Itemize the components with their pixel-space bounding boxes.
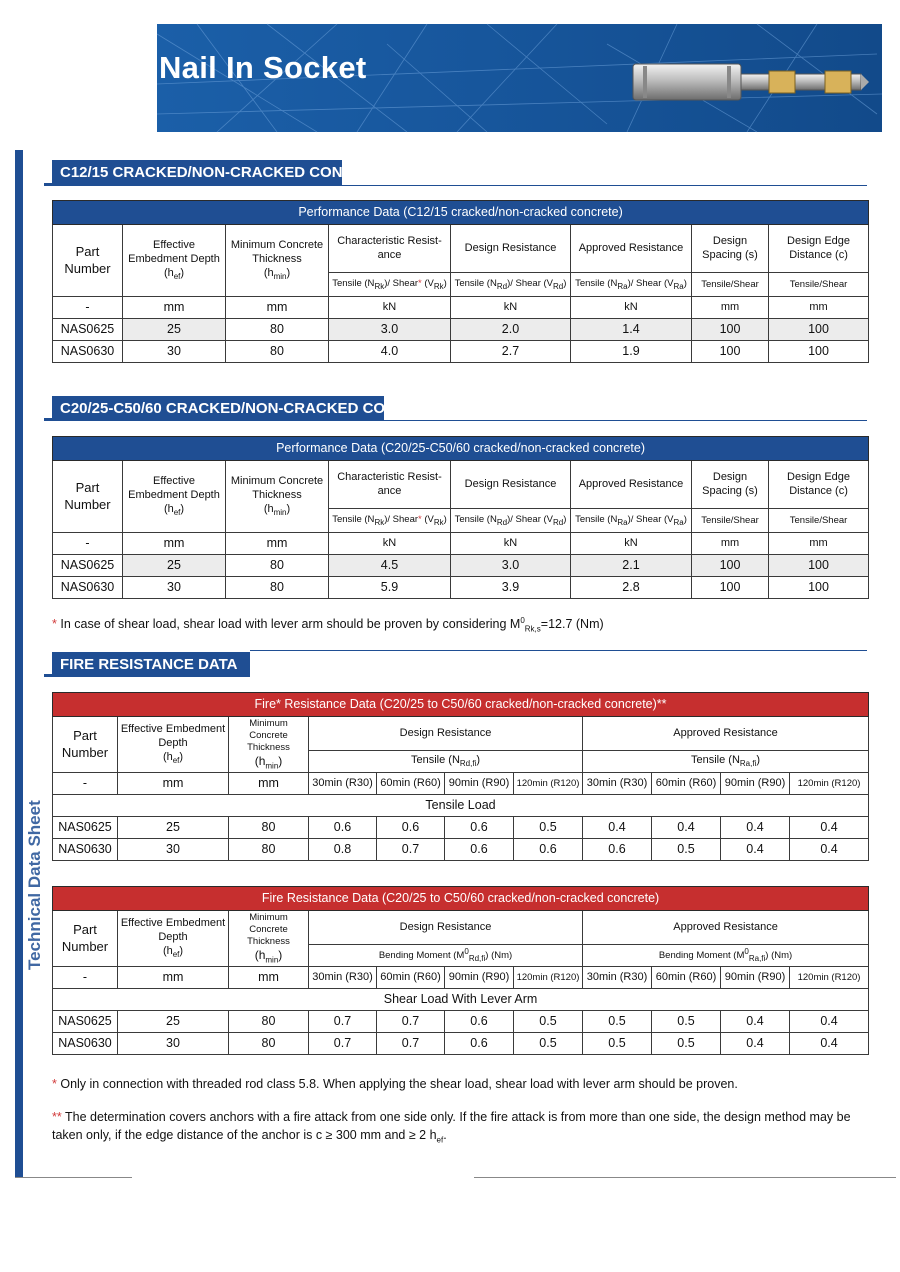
table-cell: 25 — [123, 555, 226, 577]
perf-table-c12 — [52, 200, 869, 363]
table-cell: 100 — [769, 555, 869, 577]
table-cell: 80 — [229, 1011, 309, 1033]
table-cell: 60min (R60) — [652, 773, 721, 795]
table-cell: 0.6 — [514, 839, 583, 861]
table-row — [53, 555, 869, 577]
table-cell: 80 — [226, 555, 329, 577]
table-cell: 100 — [692, 319, 769, 341]
table-cell: 0.6 — [445, 1033, 514, 1055]
table-cell: kN — [329, 533, 451, 555]
table-cell: 0.4 — [652, 817, 721, 839]
table-row — [53, 1011, 869, 1033]
table-cell: mm — [692, 533, 769, 555]
table-cell: 0.6 — [445, 817, 514, 839]
units-row — [53, 297, 869, 319]
hdr-spacing: Design Spacing (s) — [692, 461, 769, 509]
sub-bending-approved: Bending Moment $(M^0_{Ra,fi})$ (Nm) — [583, 945, 869, 967]
table-cell: 90min (R90) — [721, 967, 790, 989]
hdr-thick: Minimum Concrete Thickness $(h_{min})$ — [229, 717, 309, 773]
perf-table-c20 — [52, 436, 869, 599]
hdr-embed: Effective Embedment Depth $(h_{ef})$ — [123, 461, 226, 533]
table-cell: 30 — [118, 1033, 229, 1055]
table-cell: 30min (R30) — [583, 967, 652, 989]
footnote-one: * Only in connection with threaded rod class 5.8. When applying the shear load, shear load with lever arm should be proven. — [52, 1077, 738, 1091]
table-cell: 1.4 — [571, 319, 692, 341]
table-row — [53, 319, 869, 341]
table-cell: 2.1 — [571, 555, 692, 577]
table-cell: 100 — [769, 341, 869, 363]
table-cell: 0.4 — [721, 839, 790, 861]
table-cell: 0.4 — [721, 817, 790, 839]
table-cell: 0.4 — [790, 839, 869, 861]
table-cell: 90min (R90) — [721, 773, 790, 795]
table-cell: 25 — [118, 1011, 229, 1033]
table-cell: 2.8 — [571, 577, 692, 599]
units-row — [53, 533, 869, 555]
sub-design: Tensile $(N_{Rd})/$ Shear $(V_{Rd})$ — [451, 509, 571, 533]
section-rule — [250, 650, 867, 651]
section-rule — [384, 420, 867, 421]
table-cell: - — [53, 967, 118, 989]
table-cell: 30 — [123, 341, 226, 363]
fire-shear-table — [52, 886, 869, 1055]
load-type-label: Tensile Load — [53, 795, 869, 817]
table-cell: NAS0625 — [53, 1011, 118, 1033]
hdr-char: Characteristic Resist-ance — [329, 225, 451, 273]
table-cell: 0.7 — [377, 1011, 445, 1033]
section-heading-c12: C12/15 CRACKED/NON-CRACKED CONCRETE — [52, 160, 342, 185]
table-cell: 0.7 — [377, 1033, 445, 1055]
table-cell: 30min (R30) — [309, 773, 377, 795]
table-cell: 90min (R90) — [445, 773, 514, 795]
table-cell: 0.6 — [377, 817, 445, 839]
hdr-thick: Minimum Concrete Thickness $(h_{min})$ — [226, 461, 329, 533]
left-accent-bar — [15, 150, 23, 1178]
table-title: Performance Data (C12/15 cracked/non-cracked concrete) — [53, 201, 869, 225]
table-row — [53, 839, 869, 861]
table-cell: 80 — [226, 319, 329, 341]
sub-spacing: Tensile/Shear — [692, 509, 769, 533]
anchor-product-icon — [629, 54, 869, 114]
section-heading-fire: FIRE RESISTANCE DATA — [52, 652, 250, 677]
table-cell: 0.4 — [721, 1011, 790, 1033]
hdr-approved: Approved Resistance — [583, 717, 869, 751]
table-cell: NAS0625 — [53, 555, 123, 577]
sub-edge: Tensile/Shear — [769, 509, 869, 533]
sub-design: Tensile $(N_{Rd})/$ Shear $(V_{Rd})$ — [451, 273, 571, 297]
table-cell: NAS0625 — [53, 319, 123, 341]
table-cell: 120min (R120) — [790, 773, 869, 795]
table-cell: 30min (R30) — [583, 773, 652, 795]
table-cell: 60min (R60) — [652, 967, 721, 989]
table-cell: 4.0 — [329, 341, 451, 363]
table-cell: NAS0625 — [53, 817, 118, 839]
table-cell: mm — [226, 297, 329, 319]
table-cell: mm — [123, 533, 226, 555]
table-cell: 0.4 — [583, 817, 652, 839]
table-cell: 60min (R60) — [377, 773, 445, 795]
table-row — [53, 817, 869, 839]
table-row — [53, 1033, 869, 1055]
table-cell: 3.0 — [329, 319, 451, 341]
units-row — [53, 773, 869, 795]
table-cell: 0.4 — [790, 1011, 869, 1033]
hdr-char: Characteristic Resist-ance — [329, 461, 451, 509]
section-heading-c20: C20/25-C50/60 CRACKED/NON-CRACKED CONCRETE — [52, 396, 384, 421]
table-cell: 25 — [123, 319, 226, 341]
table-cell: 0.6 — [445, 839, 514, 861]
hdr-edge: Design Edge Distance (c) — [769, 461, 869, 509]
table-cell: 30 — [118, 839, 229, 861]
bottom-rule — [15, 1177, 132, 1178]
hdr-spacing: Design Spacing (s) — [692, 225, 769, 273]
table-cell: 80 — [226, 341, 329, 363]
sub-approved: Tensile $(N_{Ra})/$ Shear $(V_{Ra})$ — [571, 273, 692, 297]
table-cell: 120min (R120) — [790, 967, 869, 989]
table-title: Fire* Resistance Data (C20/25 to C50/60 cracked/non-cracked concrete)** — [53, 693, 869, 717]
table-row — [53, 577, 869, 599]
table-cell: 5.9 — [329, 577, 451, 599]
table-cell: 2.0 — [451, 319, 571, 341]
table-row — [53, 341, 869, 363]
table-cell: 90min (R90) — [445, 967, 514, 989]
hdr-design: Design Resistance — [309, 911, 583, 945]
shear-note: * In case of shear load, shear load with lever arm should be proven by considering $M^0_{Rk,s}=12.7$ (Nm) — [52, 616, 604, 634]
table-cell: 120min (R120) — [514, 967, 583, 989]
table-cell: NAS0630 — [53, 1033, 118, 1055]
table-cell: - — [53, 533, 123, 555]
table-cell: 0.6 — [583, 839, 652, 861]
header-banner — [157, 24, 882, 132]
table-cell: 30 — [123, 577, 226, 599]
table-cell: kN — [571, 297, 692, 319]
table-cell: mm — [226, 533, 329, 555]
table-cell: 0.7 — [309, 1011, 377, 1033]
hdr-thick: Minimum Concrete Thickness $(h_{min})$ — [229, 911, 309, 967]
table-cell: 0.5 — [514, 1011, 583, 1033]
table-cell: 100 — [769, 319, 869, 341]
hdr-approved: Approved Resistance — [571, 225, 692, 273]
table-cell: 0.5 — [652, 1011, 721, 1033]
hdr-approved: Approved Resistance — [571, 461, 692, 509]
table-cell: NAS0630 — [53, 577, 123, 599]
table-cell: 80 — [229, 1033, 309, 1055]
table-title: Fire Resistance Data (C20/25 to C50/60 cracked/non-cracked concrete) — [53, 887, 869, 911]
sub-tensile-approved: Tensile $(N_{Ra,fi})$ — [583, 751, 869, 773]
table-title: Performance Data (C20/25-C50/60 cracked/non-cracked concrete) — [53, 437, 869, 461]
hdr-approved: Approved Resistance — [583, 911, 869, 945]
hdr-part: Part Number — [53, 717, 118, 773]
table-cell: 0.4 — [790, 817, 869, 839]
table-cell: 100 — [692, 577, 769, 599]
table-cell: kN — [451, 533, 571, 555]
table-cell: mm — [118, 967, 229, 989]
table-cell: mm — [769, 297, 869, 319]
table-cell: mm — [118, 773, 229, 795]
table-cell: mm — [692, 297, 769, 319]
sub-approved: Tensile $(N_{Ra})/$ Shear $(V_{Ra})$ — [571, 509, 692, 533]
hdr-embed: Effective Embedment Depth $(h_{ef})$ — [118, 717, 229, 773]
load-type-label: Shear Load With Lever Arm — [53, 989, 869, 1011]
table-cell: mm — [123, 297, 226, 319]
table-cell: mm — [229, 967, 309, 989]
table-cell: 4.5 — [329, 555, 451, 577]
table-cell: - — [53, 297, 123, 319]
table-cell: 30min (R30) — [309, 967, 377, 989]
sub-bending-design: Bending Moment $(M^0_{Rd,fi})$ (Nm) — [309, 945, 583, 967]
table-cell: 0.7 — [377, 839, 445, 861]
table-cell: 3.9 — [451, 577, 571, 599]
table-cell: 80 — [229, 839, 309, 861]
table-cell: 25 — [118, 817, 229, 839]
table-cell: 0.5 — [583, 1033, 652, 1055]
table-cell: 0.4 — [790, 1033, 869, 1055]
table-cell: 0.5 — [652, 1033, 721, 1055]
hdr-embed: Effective Embedment Depth $(h_{ef})$ — [123, 225, 226, 297]
table-cell: 60min (R60) — [377, 967, 445, 989]
table-cell: mm — [229, 773, 309, 795]
table-cell: kN — [571, 533, 692, 555]
table-cell: 100 — [692, 341, 769, 363]
fire-tensile-table — [52, 692, 869, 861]
sub-tensile-design: Tensile $(N_{Rd,fi})$ — [309, 751, 583, 773]
bottom-rule — [474, 1177, 896, 1178]
sub-spacing: Tensile/Shear — [692, 273, 769, 297]
table-cell: 0.4 — [721, 1033, 790, 1055]
footnote-two: ** The determination covers anchors with a fire attack from one side only. If the fire attack is from more than one side, the design method may be taken only, if the edge distance of the anchor is c ≥ 300 mm and ≥ 2 $h_{ef}$. — [52, 1110, 851, 1145]
table-cell: kN — [329, 297, 451, 319]
table-cell: 100 — [692, 555, 769, 577]
section-rule — [342, 185, 867, 186]
sub-edge: Tensile/Shear — [769, 273, 869, 297]
hdr-part: Part Number — [53, 911, 118, 967]
table-cell: 100 — [769, 577, 869, 599]
table-cell: - — [53, 773, 118, 795]
table-cell: 0.5 — [514, 1033, 583, 1055]
hdr-thick: Minimum Concrete Thickness $(h_{min})$ — [226, 225, 329, 297]
table-cell: 0.6 — [309, 817, 377, 839]
table-cell: kN — [451, 297, 571, 319]
table-cell: 120min (R120) — [514, 773, 583, 795]
hdr-embed: Effective Embedment Depth $(h_{ef})$ — [118, 911, 229, 967]
hdr-part: Part Number — [53, 225, 123, 297]
table-cell: NAS0630 — [53, 839, 118, 861]
hdr-design: Design Resistance — [451, 225, 571, 273]
table-cell: 0.6 — [445, 1011, 514, 1033]
hdr-part: Part Number — [53, 461, 123, 533]
table-cell: 0.5 — [514, 817, 583, 839]
sub-char: Tensile $(N_{Rk})/$ Shear* $(V_{Rk})$ — [329, 509, 451, 533]
table-cell: 80 — [226, 577, 329, 599]
sub-char: Tensile $(N_{Rk})/$ Shear* $(V_{Rk})$ — [329, 273, 451, 297]
page-title: Nail In Socket — [159, 50, 367, 85]
table-cell: 0.5 — [652, 839, 721, 861]
table-cell: 2.7 — [451, 341, 571, 363]
table-cell: 0.7 — [309, 1033, 377, 1055]
table-cell: 80 — [229, 817, 309, 839]
units-row — [53, 967, 869, 989]
hdr-edge: Design Edge Distance (c) — [769, 225, 869, 273]
table-cell: mm — [769, 533, 869, 555]
table-cell: 0.5 — [583, 1011, 652, 1033]
table-cell: 3.0 — [451, 555, 571, 577]
table-cell: NAS0630 — [53, 341, 123, 363]
side-label: Technical Data Sheet — [25, 800, 44, 970]
table-cell: 0.8 — [309, 839, 377, 861]
table-cell: 1.9 — [571, 341, 692, 363]
hdr-design: Design Resistance — [309, 717, 583, 751]
hdr-design: Design Resistance — [451, 461, 571, 509]
